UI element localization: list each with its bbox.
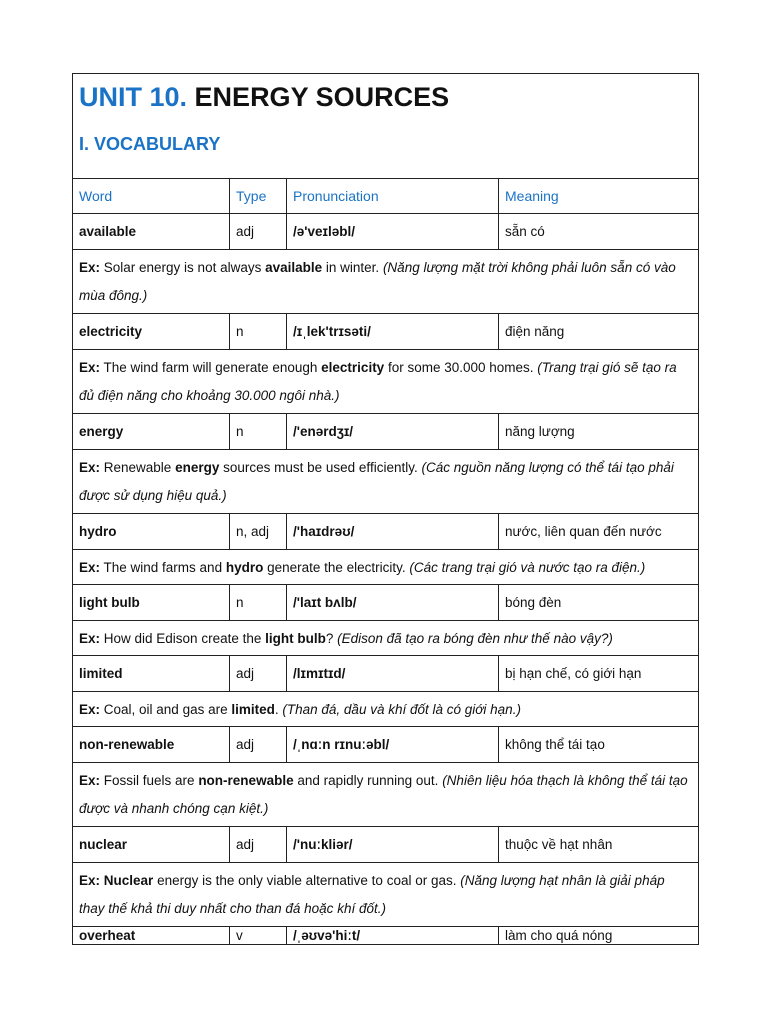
table-row xyxy=(73,827,699,863)
word-cell: hydro xyxy=(73,514,230,550)
example-row xyxy=(73,692,699,727)
type-cell: n xyxy=(230,314,287,350)
column-header: Pronunciation xyxy=(287,179,499,214)
type-cell: adj xyxy=(230,727,287,763)
type-cell: v xyxy=(230,927,287,945)
meaning-cell: điện năng xyxy=(499,314,699,350)
table-row xyxy=(73,314,699,350)
example-cell: Ex: The wind farm will generate enough electricity for some 30.000 homes. (Trang trại gió sẽ tạo ra đủ điện năng cho khoảng 30.000 ngôi nhà.) xyxy=(73,350,699,414)
meaning-cell: bóng đèn xyxy=(499,585,699,621)
table-row xyxy=(73,927,699,945)
column-header: Meaning xyxy=(499,179,699,214)
table-header-row xyxy=(73,179,699,214)
table-row xyxy=(73,514,699,550)
meaning-cell: không thể tái tạo xyxy=(499,727,699,763)
pronunciation-cell: /lɪmɪtɪd/ xyxy=(287,656,499,692)
example-cell: Ex: How did Edison create the light bulb? (Edison đã tạo ra bóng đèn như thế nào vậy?) xyxy=(73,621,699,656)
pronunciation-cell: /'laɪt bʌlb/ xyxy=(287,585,499,621)
type-cell: n xyxy=(230,585,287,621)
column-header: Type xyxy=(230,179,287,214)
vocabulary-page xyxy=(72,73,698,949)
example-cell: Ex: The wind farms and hydro generate the electricity. (Các trang trại gió và nước tạo ra điện.) xyxy=(73,550,699,585)
example-row xyxy=(73,450,699,514)
pronunciation-cell: /'enərdʒɪ/ xyxy=(287,414,499,450)
example-cell: Ex: Coal, oil and gas are limited. (Than đá, dầu và khí đốt là có giới hạn.) xyxy=(73,692,699,727)
pronunciation-cell: /ˌəʊvə'hiːt/ xyxy=(287,927,499,945)
pronunciation-cell: /ˌnɑːn rɪnuːəbl/ xyxy=(287,727,499,763)
meaning-cell: năng lượng xyxy=(499,414,699,450)
table-row xyxy=(73,214,699,250)
example-row xyxy=(73,863,699,927)
word-cell: available xyxy=(73,214,230,250)
example-row xyxy=(73,550,699,585)
pronunciation-cell: /ɪˌlek'trɪsəti/ xyxy=(287,314,499,350)
table-row xyxy=(73,656,699,692)
page-title: UNIT 10. ENERGY SOURCES xyxy=(79,82,450,112)
word-cell: light bulb xyxy=(73,585,230,621)
meaning-cell: thuộc về hạt nhân xyxy=(499,827,699,863)
table-row xyxy=(73,414,699,450)
example-cell: Ex: Solar energy is not always available in winter. (Năng lượng mặt trời không phải luôn sẵn có vào mùa đông.) xyxy=(73,250,699,314)
meaning-cell: làm cho quá nóng xyxy=(499,927,699,945)
meaning-cell: nước, liên quan đến nước xyxy=(499,514,699,550)
word-cell: non-renewable xyxy=(73,727,230,763)
pronunciation-cell: /ə'veɪləbl/ xyxy=(287,214,499,250)
pronunciation-cell: /'nuːkliər/ xyxy=(287,827,499,863)
vocabulary-table xyxy=(72,73,699,945)
example-row xyxy=(73,250,699,314)
type-cell: n, adj xyxy=(230,514,287,550)
word-cell: overheat xyxy=(73,927,230,945)
example-cell: Ex: Nuclear energy is the only viable alternative to coal or gas. (Năng lượng hạt nhân là giải pháp thay thế khả thi duy nhất cho than đá hoặc khí đốt.) xyxy=(73,863,699,927)
example-cell: Ex: Renewable energy sources must be used efficiently. (Các nguồn năng lượng có thể tái tạo phải được sử dụng hiệu quả.) xyxy=(73,450,699,514)
type-cell: adj xyxy=(230,656,287,692)
table-row xyxy=(73,585,699,621)
example-row xyxy=(73,621,699,656)
word-cell: energy xyxy=(73,414,230,450)
title-cell xyxy=(73,74,699,179)
example-cell: Ex: Fossil fuels are non-renewable and rapidly running out. (Nhiên liệu hóa thạch là không thể tái tạo được và nhanh chóng cạn kiệt.) xyxy=(73,763,699,827)
meaning-cell: bị hạn chế, có giới hạn xyxy=(499,656,699,692)
word-cell: electricity xyxy=(73,314,230,350)
example-row xyxy=(73,350,699,414)
column-header: Word xyxy=(73,179,230,214)
word-cell: limited xyxy=(73,656,230,692)
meaning-cell: sẵn có xyxy=(499,214,699,250)
pronunciation-cell: /'haɪdrəʊ/ xyxy=(287,514,499,550)
type-cell: adj xyxy=(230,214,287,250)
word-cell: nuclear xyxy=(73,827,230,863)
type-cell: adj xyxy=(230,827,287,863)
section-title: I. VOCABULARY xyxy=(79,134,221,154)
type-cell: n xyxy=(230,414,287,450)
example-row xyxy=(73,763,699,827)
table-row xyxy=(73,727,699,763)
